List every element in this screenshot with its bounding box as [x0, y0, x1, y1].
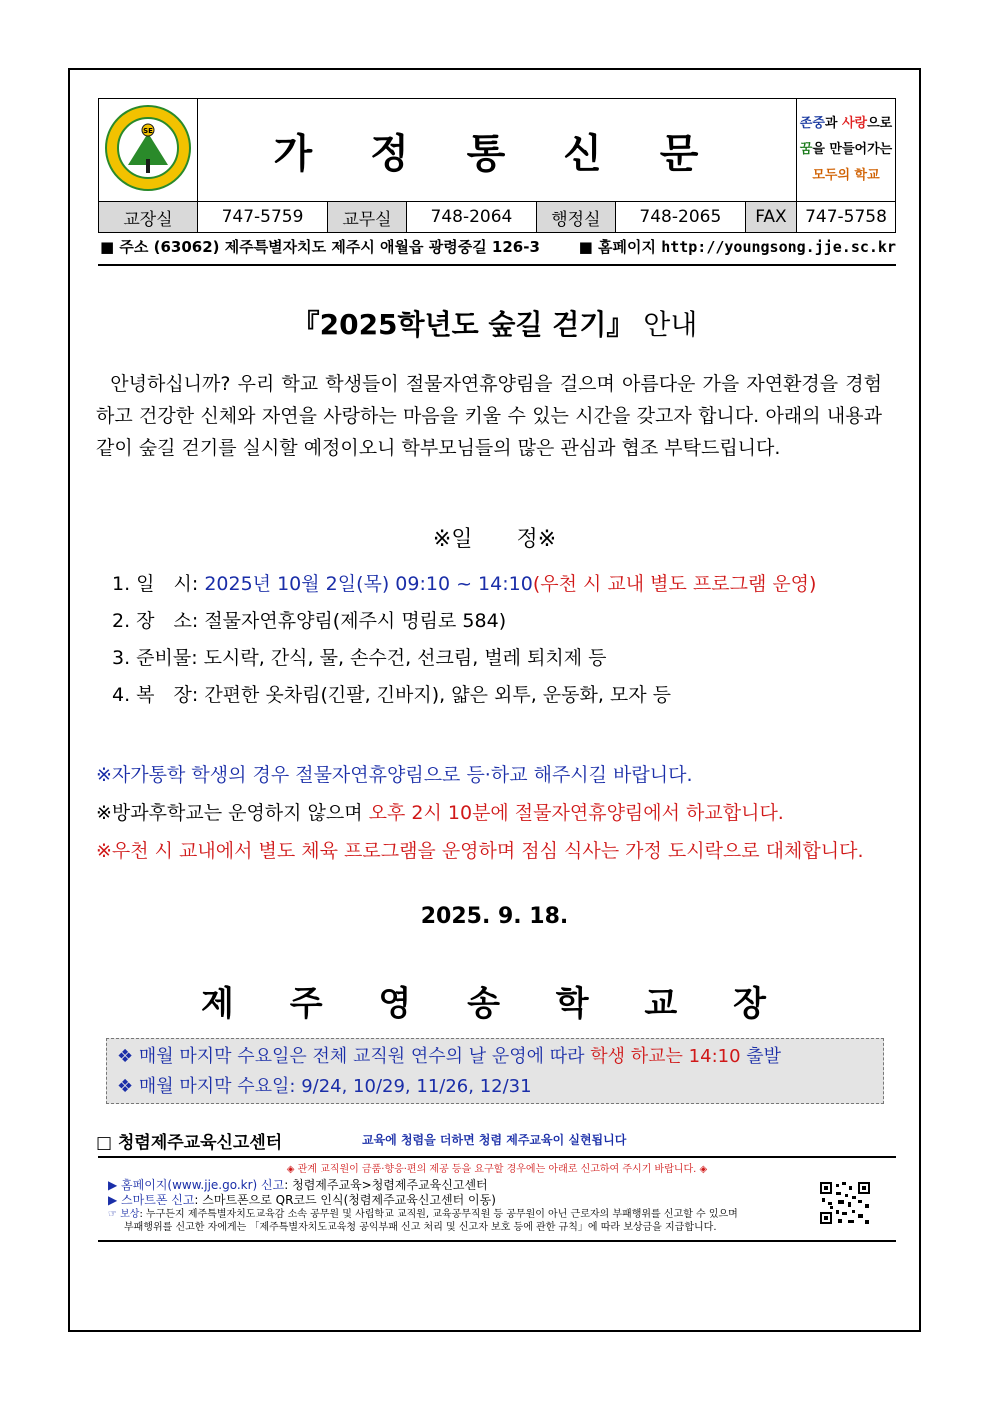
- school-logo: [99, 99, 198, 202]
- phone-label: FAX: [745, 202, 796, 233]
- notice-title: 『2025학년도 숲길 걷기』 안내: [291, 308, 698, 341]
- logo-letters: SE: [143, 127, 153, 135]
- page-title: 가 정 통 신 문: [198, 99, 797, 202]
- phone-number: 747-5759: [198, 202, 328, 233]
- reward-info: ☞ 보상: 누구든지 제주특별자치도교육감 소속 공무원 및 사립학교 교직원, 교육공무직원 등 공무원이 아닌 근로자의 부패행위를 신고할 수 있으며: [108, 1209, 738, 1220]
- homepage-label: ■ 홈페이지: [578, 238, 656, 256]
- report-homepage[interactable]: ▶ 홈페이지(www.jje.go.kr) 신고: 청렴제주교육>청렴제주교육신고센터: [108, 1178, 488, 1192]
- school-emblem-icon: [103, 103, 193, 193]
- principal-signature: 제 주 영 송 학 교 장: [201, 984, 788, 1024]
- info-line: ❖ 매월 마지막 수요일은 전체 교직원 연수의 날 운영에 따라 학생 하교는 14:10 출발: [117, 1046, 782, 1067]
- note-afterschool: ※방과후학교는 운영하지 않으며 오후 2시 10분에 절물자연휴양림에서 하교합니다.: [96, 802, 784, 824]
- note-rain: ※우천 시 교내에서 별도 체육 프로그램을 운영하며 점심 식사는 가정 도시락으로 대체합니다.: [96, 840, 864, 862]
- schedule-item: 3. 준비물: 도시락, 간식, 물, 손수건, 선크림, 벌레 퇴치제 등: [112, 647, 607, 669]
- homepage-link[interactable]: http://youngsong.jje.sc.kr: [661, 238, 896, 256]
- report-center-slogan: 교육에 청렴을 더하면 청렴 제주교육이 실현됩니다: [362, 1133, 627, 1147]
- schedule-list: [112, 566, 902, 714]
- schedule-item: 1. 일 시: 2025년 10월 2일(목) 09:10 ~ 14:10(우천 시 교내 별도 프로그램 운영): [112, 573, 817, 595]
- footer-bottom-divider: [98, 1240, 896, 1242]
- intro-paragraph: 안녕하십니까? 우리 학교 학생들이 절물자연휴양림을 걸으며 아름다운 가을 자연환경을 경험하고 건강한 신체와 자연을 사랑하는 마음을 키울 수 있는 시간을 갖고자 합니다. 아래의 내용과 같이 숲길 걷기를 실시할 예정이오니 학부모님들의 많은 관심과 협조 부탁드립니다.: [96, 373, 882, 459]
- schedule-heading: ※일 정※: [432, 527, 557, 552]
- qr-code-icon[interactable]: [818, 1180, 872, 1226]
- footer-divider: [98, 1156, 896, 1158]
- phone-label: 교무실: [328, 202, 407, 233]
- phone-number: 748-2065: [615, 202, 745, 233]
- header-divider: [98, 264, 896, 266]
- info-line: ❖ 매월 마지막 수요일: 9/24, 10/29, 11/26, 12/31: [117, 1076, 532, 1097]
- info-box: [106, 1038, 884, 1104]
- school-slogan: 존중과 사랑으로 꿈을 만들어가는 모두의 학교: [797, 99, 896, 202]
- schedule-item: 2. 장 소: 절물자연휴양림(제주시 명림로 584): [112, 610, 507, 632]
- school-address: ■ 주소 (63062) 제주특별자치도 제주시 애월읍 광령중길 126-3: [100, 238, 540, 256]
- reward-info-cont: 부패행위를 신고한 자에게는 「제주특별자치도교육청 공익부패 신고 처리 및 신고자 보호 등에 관한 규칙」에 따라 보상금을 지급합니다.: [124, 1222, 717, 1233]
- phone-label: 행정실: [536, 202, 615, 233]
- report-methods: [108, 1178, 808, 1234]
- phone-number: 748-2064: [406, 202, 536, 233]
- issue-date: 2025. 9. 18.: [420, 904, 569, 929]
- phone-label: 교장실: [99, 202, 198, 233]
- letterhead: [98, 98, 896, 233]
- phone-directory: [99, 202, 896, 233]
- report-smartphone: ▶ 스마트폰 신고: 스마트폰으로 QR코드 인식(청렴제주교육신고센터 이동): [108, 1193, 496, 1207]
- report-center-name: □ 청렴제주교육신고센터: [96, 1133, 283, 1153]
- schedule-item: 4. 복 장: 간편한 옷차림(긴팔, 긴바지), 얇은 외투, 운동화, 모자 등: [112, 684, 672, 706]
- note-commute: ※자가통학 학생의 경우 절물자연휴양림으로 등·하교 해주시길 바랍니다.: [96, 764, 693, 786]
- phone-number: 747-5758: [797, 202, 896, 233]
- report-instruction: ◈ 관계 교직원이 금품·향응·편의 제공 등을 요구할 경우에는 아래로 신고하여 주시기 바랍니다. ◈: [286, 1164, 708, 1175]
- address-line: [100, 236, 896, 257]
- notes: [96, 756, 896, 870]
